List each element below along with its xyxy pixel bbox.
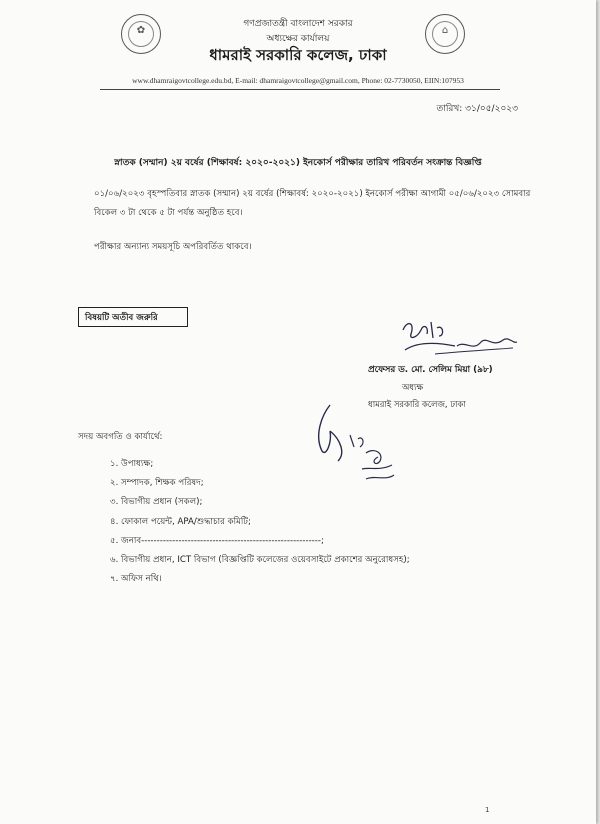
emblem-icon: ✿ [136,25,146,36]
distribution-list [110,455,410,589]
list-item: ৭. অফিস নথি। [110,574,162,585]
college-name: ধামরাই সরকারি কলেজ, ঢাকা [209,46,387,64]
page-number: 1 [485,806,490,814]
signatory-college: ধামরাই সরকারি কলেজ, ঢাকা [368,399,466,409]
list-item: ৩. বিভাগীয় প্রধান (সকল); [110,497,203,508]
list-item: ১. উপাধ্যক্ষ; [110,459,154,469]
list-item: ৬. বিভাগীয় প্রধান, ICT বিভাগ (বিজ্ঞপ্তিটি কলেজের ওয়েবসাইটে প্রকাশের অনুরোধসহ); [110,555,410,566]
contact-line: www.dhamraigovtcollege.edu.bd, E-mail: dhamraigovtcollege@gmail.com, Phone: 02-7730050, EIIN:107953 [132,76,464,85]
header-divider [100,89,500,90]
building-icon: ⌂ [441,25,449,36]
list-item: ২. সম্পাদক, শিক্ষক পরিষদ; [110,478,204,489]
government-name: গণপ্রজাতন্ত্রী বাংলাদেশ সরকার [243,19,353,29]
urgent-box: বিষয়টি অতীব জরুরি [78,307,188,327]
list-item: ৫. জনাব----------------------------------------------------------; [110,535,324,546]
body-paragraph-2: পরীক্ষার অন্যান্য সময়সূচি অপরিবর্তিত থাকবে। [94,242,252,252]
distribution-intro: সদয় অবগতি ও কার্যার্থে: [78,432,163,442]
list-item: ৪. ফোকাল পয়েন্ট, APA/শুদ্ধাচার কমিটি; [110,516,251,527]
office-name: অধ্যক্ষের কার্যালয় [266,34,330,44]
handwritten-signature [395,312,525,362]
body-paragraph-1: ০১/০৬/২০২৩ বৃহস্পতিবার স্নাতক (সম্মান) ২য় বর্ষের (শিক্ষাবর্ষ: ২০২০-২০২১) ইনকোর্স পরীক্ষা আগামী ০৫/০৬/২০২৩ সোমবার বিকেল ৩ টা থেকে ৫ টা পর্যন্ত অনুষ্ঠিত হবে। [94,189,531,218]
notice-date: তারিখ: ৩১/০৫/২০২৩ [436,104,518,114]
notice-subject: স্নাতক (সম্মান) ২য় বর্ষের (শিক্ষাবর্ষ: ২০২০-২০২১) ইনকোর্স পরীক্ষার তারিখ পরিবর্তন সংক্রান্ত বিজ্ঞপ্তি [114,158,482,168]
signatory-title: অধ্যক্ষ [402,382,424,392]
signatory-name: প্রফেসর ড. মো. সেলিম মিয়া (৯৮) [368,365,493,375]
